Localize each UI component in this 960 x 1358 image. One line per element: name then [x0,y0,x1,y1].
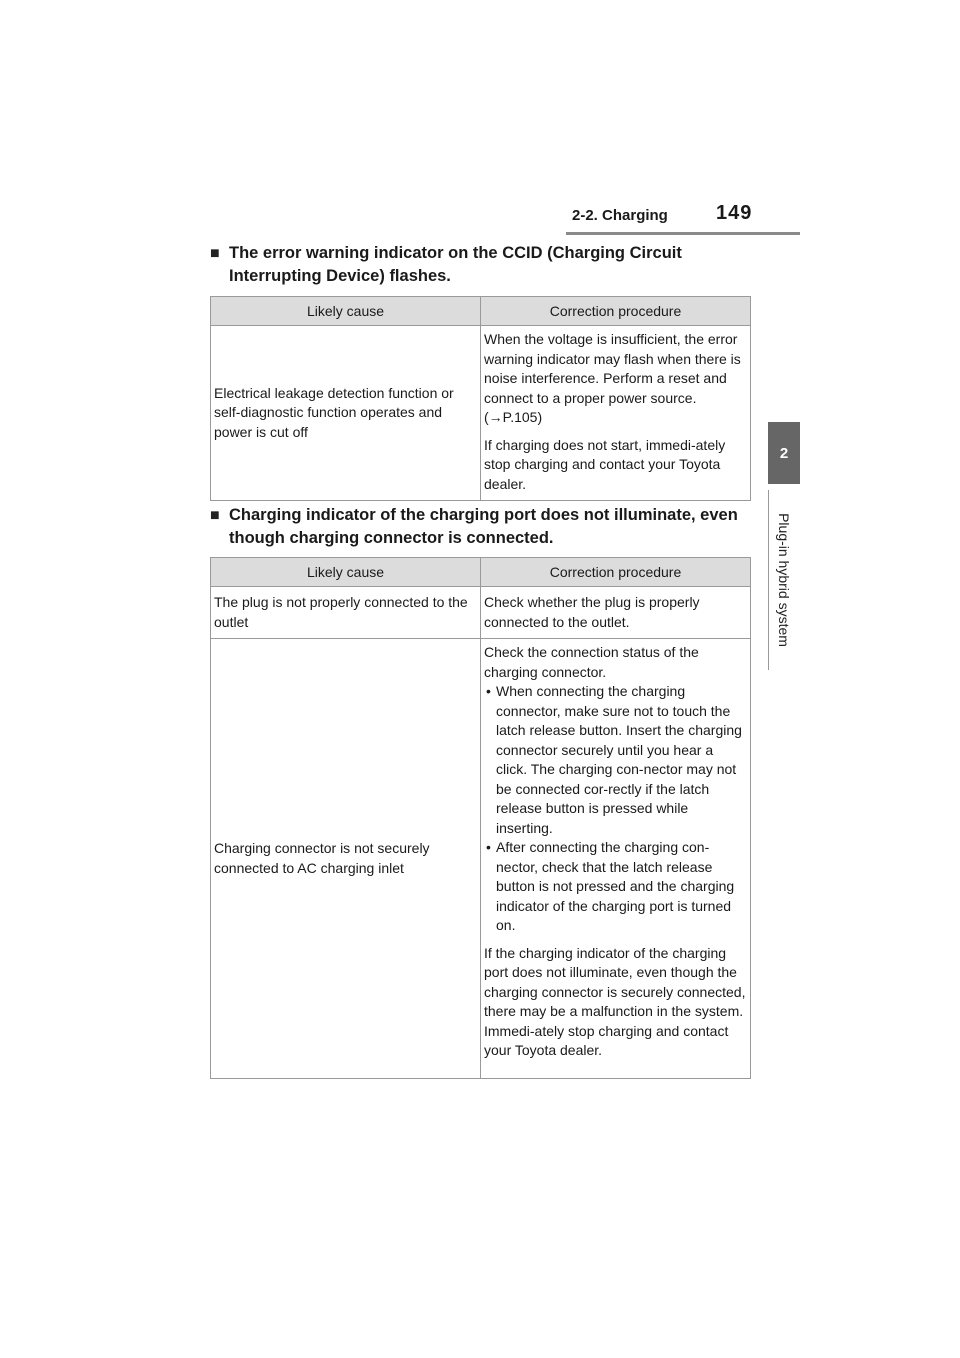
cause-cell: Charging connector is not securely connected to AC charging inlet [211,639,481,1079]
table-row [211,587,751,639]
bullet-dot-icon: • [486,839,491,855]
procedure-text: If the charging indicator of the charging port does not illuminate, even though the charging connector is securely connected, there may be a malfunction in the system. Immedi-ately stop charging and contact your Toyota dealer. [484,944,746,1058]
table-row [211,639,751,1079]
procedure-text: When the voltage is insufficient, the error warning indicator may flash when there is noise interference. Perform a reset and connect to a proper power source. (→P.105) [484,331,741,425]
chapter-label: Plug-in hybrid system [776,513,792,647]
heading-text: Charging indicator of the charging port does not illuminate, even though charging connector is connected. [229,506,738,547]
procedure-text: Check the connection status of the charging connector. [484,644,699,680]
heading-text: The error warning indicator on the CCID (Charging Circuit Interrupting Device) flashes. [229,244,682,285]
column-header-cause: Likely cause [211,297,481,326]
troubleshooting-table-indicator [210,557,751,1079]
section-title: 2-2. Charging [572,207,668,224]
procedure-text: If charging does not start, immedi-ately stop charging and contact your Toyota dealer. [484,436,726,492]
table-header-row [211,558,751,587]
bullet-dot-icon: • [486,683,491,699]
section-heading-ccid [210,242,750,288]
column-header-procedure: Correction procedure [481,558,751,587]
page-number: 149 [716,202,753,224]
troubleshooting-table-ccid [210,296,751,501]
cause-cell: The plug is not properly connected to the outlet [211,587,481,639]
chapter-tab: 2 [768,422,800,484]
square-bullet-icon: ■ [210,245,220,262]
table-row [211,326,751,501]
section-heading-indicator [210,504,750,550]
chapter-tab-line [768,490,769,670]
procedure-bullet-item [484,838,747,936]
column-header-cause: Likely cause [211,558,481,587]
column-header-procedure: Correction procedure [481,297,751,326]
procedure-cell: Check whether the plug is properly connected to the outlet. [481,587,751,639]
header-divider [566,232,800,235]
square-bullet-icon: ■ [210,507,220,524]
cause-cell: Electrical leakage detection function or self-diagnostic function operates and power is cut off [211,326,481,501]
procedure-cell [481,639,751,1079]
bullet-text: When connecting the charging connector, make sure not to touch the latch release button. Insert the charging connector securely until you hear a click. The charging con-nector may not be connected cor-rectly if the latch release button is pressed while inserting. [496,683,742,836]
procedure-cell [481,326,751,501]
procedure-bullet-item [484,682,747,838]
bullet-text: After connecting the charging con-nector, check that the latch release button is not pressed and the charging indicator of the charging port is turned on. [496,839,735,933]
table-header-row [211,297,751,326]
